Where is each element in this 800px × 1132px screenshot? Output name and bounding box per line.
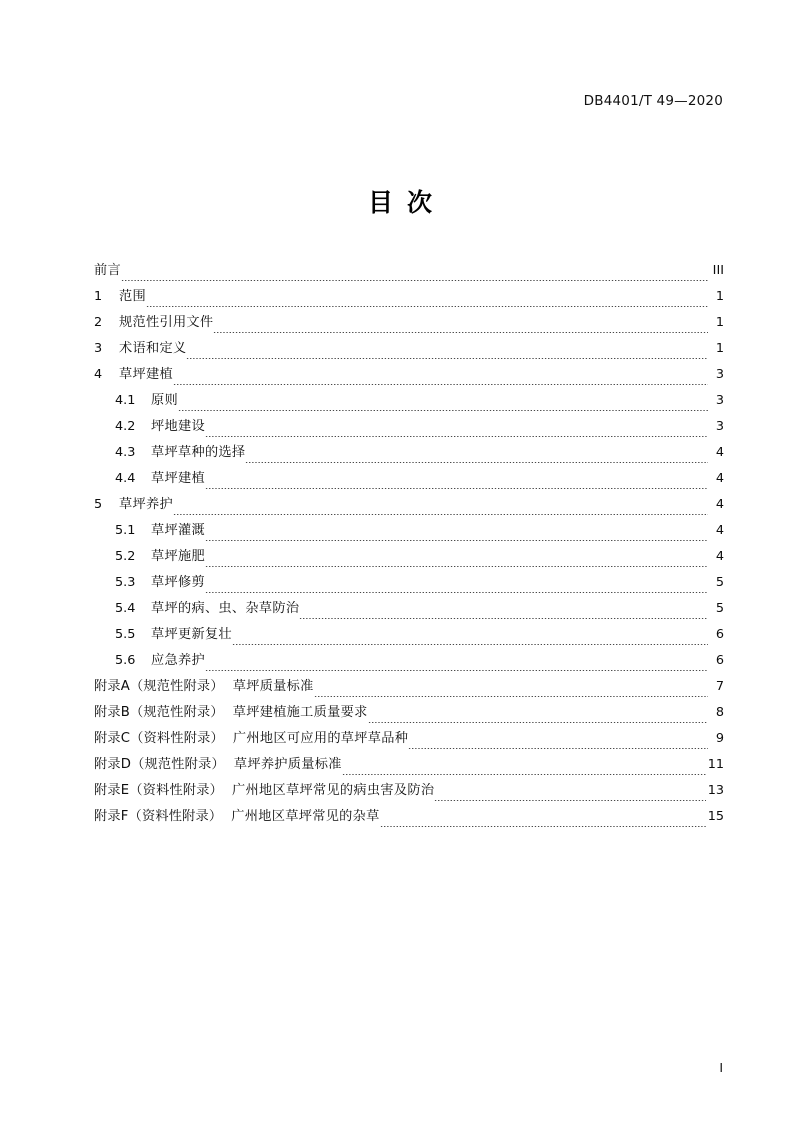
- toc-dot-leader: [205, 479, 708, 492]
- toc-entry-number: 5: [94, 497, 103, 512]
- toc-entry[interactable]: [94, 700, 724, 726]
- toc-entry-label: 草坪养护质量标准: [233, 757, 342, 772]
- toc-dot-leader: [232, 635, 708, 648]
- toc-entry-page-number: 8: [715, 705, 724, 720]
- toc-entry-number: 4: [94, 367, 103, 382]
- toc-dot-leader: [245, 453, 708, 466]
- toc-entry-label: 草坪更新复壮: [151, 627, 232, 642]
- toc-entry-number: 5.3: [115, 575, 136, 590]
- toc-entry[interactable]: [94, 804, 724, 830]
- toc-entry-label: 草坪的病、虫、杂草防治: [151, 601, 300, 616]
- toc-entry[interactable]: [94, 284, 724, 310]
- toc-entry-page-number: 1: [715, 289, 724, 304]
- toc-entry-page-number: 3: [715, 419, 724, 434]
- toc-entry[interactable]: [94, 492, 724, 518]
- toc-entry[interactable]: [94, 726, 724, 752]
- toc-entry[interactable]: [94, 310, 724, 336]
- toc-entry-label: 草坪建植施工质量要求: [232, 705, 368, 720]
- toc-entry[interactable]: [94, 544, 724, 570]
- toc-dot-leader: [173, 375, 708, 388]
- toc-entry-label: 草坪质量标准: [232, 679, 314, 694]
- footer-page-number: I: [719, 1060, 723, 1075]
- toc-annex-designation: 附录B（规范性附录）: [94, 705, 224, 720]
- toc-dot-leader: [205, 557, 708, 570]
- toc-entry-page-number: 5: [715, 601, 724, 616]
- toc-entry-number: 4.3: [115, 445, 136, 460]
- toc-entry[interactable]: [94, 466, 724, 492]
- toc-dot-leader: [173, 505, 708, 518]
- toc-entry-page-number: 1: [715, 341, 724, 356]
- toc-dot-leader: [205, 583, 708, 596]
- toc-entry-label: 广州地区可应用的草坪草品种: [232, 731, 409, 746]
- toc-entry-label: 前言: [94, 263, 121, 278]
- toc-entry-label: 草坪施肥: [151, 549, 205, 564]
- toc-entry-page-number: 6: [715, 627, 724, 642]
- toc-dot-leader: [299, 609, 708, 622]
- toc-entry[interactable]: [94, 362, 724, 388]
- toc-entry-page-number: 5: [715, 575, 724, 590]
- toc-dot-leader: [121, 271, 708, 284]
- table-of-contents: [94, 258, 724, 830]
- toc-entry-number: 4.4: [115, 471, 136, 486]
- toc-entry[interactable]: [94, 414, 724, 440]
- toc-dot-leader: [380, 817, 706, 830]
- toc-entry[interactable]: [94, 674, 724, 700]
- toc-annex-designation: 附录C（资料性附录）: [94, 731, 224, 746]
- page-title: 目次: [367, 187, 446, 217]
- toc-entry-number: 5.2: [115, 549, 136, 564]
- toc-dot-leader: [213, 323, 708, 336]
- toc-entry-label: 草坪草种的选择: [151, 445, 246, 460]
- toc-entry[interactable]: [94, 258, 724, 284]
- toc-entry-label: 广州地区草坪常见的杂草: [231, 809, 380, 824]
- toc-entry-page-number: 6: [715, 653, 724, 668]
- toc-entry-page-number: 3: [715, 393, 724, 408]
- toc-annex-designation: 附录A（规范性附录）: [94, 679, 224, 694]
- toc-dot-leader: [342, 765, 706, 778]
- toc-entry[interactable]: [94, 596, 724, 622]
- toc-annex-designation: 附录E（资料性附录）: [94, 783, 224, 798]
- toc-entry[interactable]: [94, 648, 724, 674]
- toc-entry-page-number: 9: [715, 731, 724, 746]
- toc-dot-leader: [205, 531, 708, 544]
- toc-entry-number: 4.2: [115, 419, 136, 434]
- toc-entry-label: 草坪灌溉: [151, 523, 205, 538]
- toc-dot-leader: [314, 687, 708, 700]
- toc-entry-label: 原则: [151, 393, 178, 408]
- toc-entry[interactable]: [94, 570, 724, 596]
- toc-dot-leader: [146, 297, 708, 310]
- toc-annex-designation: 附录F（资料性附录）: [94, 809, 223, 824]
- toc-entry-label: 草坪修剪: [151, 575, 205, 590]
- toc-entry-page-number: 13: [707, 783, 724, 798]
- toc-entry-label: 草坪建植: [151, 471, 205, 486]
- toc-entry-number: 2: [94, 315, 103, 330]
- toc-entry-page-number: 4: [715, 497, 724, 512]
- toc-entry[interactable]: [94, 440, 724, 466]
- toc-dot-leader: [368, 713, 708, 726]
- toc-entry-label: 广州地区草坪常见的病虫害及防治: [232, 783, 435, 798]
- toc-entry-page-number: 4: [715, 471, 724, 486]
- toc-entry-label: 应急养护: [151, 653, 205, 668]
- toc-entry-page-number: 1: [715, 315, 724, 330]
- toc-dot-leader: [186, 349, 708, 362]
- toc-entry[interactable]: [94, 388, 724, 414]
- toc-entry-label: 坪地建设: [151, 419, 205, 434]
- toc-entry[interactable]: [94, 518, 724, 544]
- toc-entry-label: 规范性引用文件: [119, 315, 214, 330]
- toc-entry-label: 术语和定义: [119, 341, 187, 356]
- toc-entry-number: 4.1: [115, 393, 136, 408]
- toc-entry-number: 5.6: [115, 653, 136, 668]
- toc-entry-number: 1: [94, 289, 103, 304]
- toc-entry-number: 5.5: [115, 627, 136, 642]
- toc-dot-leader: [434, 791, 705, 804]
- toc-entry-page-number: 15: [707, 809, 724, 824]
- toc-entry[interactable]: [94, 622, 724, 648]
- toc-entry-page-number: 3: [715, 367, 724, 382]
- toc-entry[interactable]: [94, 778, 724, 804]
- toc-entry-label: 草坪养护: [119, 497, 173, 512]
- toc-dot-leader: [205, 661, 708, 674]
- toc-entry-label: 草坪建植: [119, 367, 173, 382]
- toc-entry-page-number: 4: [715, 445, 724, 460]
- toc-entry-page-number: 4: [715, 523, 724, 538]
- toc-entry-page-number: 7: [715, 679, 724, 694]
- toc-entry[interactable]: [94, 336, 724, 362]
- toc-entry-page-number: III: [712, 263, 724, 278]
- toc-entry-page-number: 4: [715, 549, 724, 564]
- toc-entry-number: 5.1: [115, 523, 136, 538]
- toc-annex-designation: 附录D（规范性附录）: [94, 757, 225, 772]
- standard-number-header: DB4401/T 49—2020: [583, 93, 723, 109]
- toc-entry-page-number: 11: [707, 757, 724, 772]
- toc-entry[interactable]: [94, 752, 724, 778]
- toc-entry-number: 3: [94, 341, 103, 356]
- toc-entry-number: 5.4: [115, 601, 136, 616]
- toc-entry-label: 范围: [119, 289, 146, 304]
- toc-dot-leader: [178, 401, 708, 414]
- toc-dot-leader: [205, 427, 708, 440]
- toc-dot-leader: [408, 739, 708, 752]
